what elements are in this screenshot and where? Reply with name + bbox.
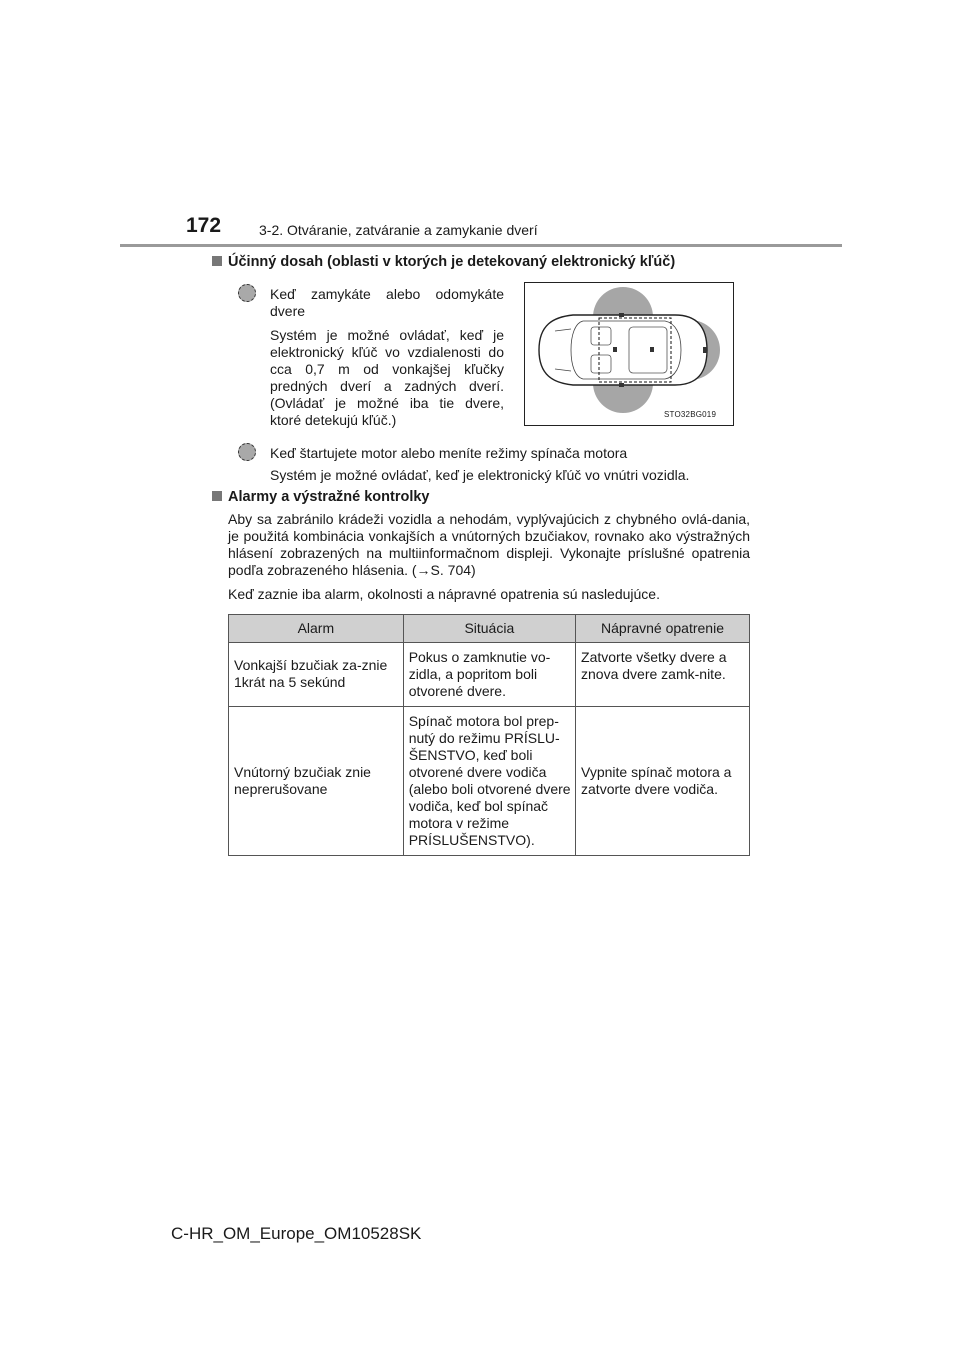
square-bullet-icon [212, 491, 222, 501]
antenna-icon [703, 347, 707, 353]
antenna-icon [650, 347, 654, 352]
alarms-intro: Keď zaznie iba alarm, okolnosti a nápravné opatrenia sú nasledujúce. [228, 586, 660, 602]
table-cell: Pokus o zamknutie vo-zidla, a popritom boli otvorené dvere. [403, 643, 575, 707]
table-row [229, 643, 750, 707]
alarms-description: Aby sa zabránilo krádeži vozidla a nehodám, vyplývajúcich z chybného ovlá-dania, je použitá kombinácia vonkajších a vnútorných bzučiakov, rovnako ako výstražných hlásení zobrazených na multiinformačnom displeji. Vykonajte príslušné opatrenia podľa zobrazeného hlásenia. (→S. 704) [228, 511, 750, 578]
car-body [539, 315, 707, 385]
heading-effective-range [212, 254, 675, 270]
car-top-view-diagram [525, 283, 733, 425]
section-title: 3-2. Otváranie, zatváranie a zamykanie dverí [259, 222, 538, 238]
heading-text: Alarmy a výstražné kontrolky [228, 489, 430, 505]
antenna-icon [619, 383, 624, 387]
table-cell: Vonkajší bzučiak za-znie 1krát na 5 sekúnd [229, 643, 404, 707]
column-header-action: Nápravné opatrenie [576, 615, 750, 643]
header-divider [120, 244, 842, 247]
table-header-row [229, 615, 750, 643]
dotted-circle-bullet-icon [238, 284, 256, 302]
heading-text: Účinný dosah (oblasti v ktorých je detekovaný elektronický kľúč) [228, 254, 676, 270]
footer-doc-id: C-HR_OM_Europe_OM10528SK [171, 1224, 422, 1243]
subsection-title-starting: Keď štartujete motor alebo meníte režimy spínača motora [270, 445, 628, 461]
antenna-icon [619, 313, 624, 317]
table-cell: Vypnite spínač motora a zatvorte dvere vodiča. [576, 707, 750, 856]
subsection-body-locking: Systém je možné ovládať, keď je elektronický kľúč vo vzdialenosti do cca 0,7 m od vonkajšej kľučky predných dverí a zadných dverí. (Ovládať je možné iba tie dvere, ktoré detekujú kľúč.) [270, 327, 504, 428]
table-cell: Spínač motora bol prep-nutý do režimu PRÍSLU-ŠENSTVO, keď boli otvorené dvere vodiča (alebo boli otvorené dvere vodiča, keď bol spínač motora v režime PRÍSLUŠENSTVO). [403, 707, 575, 856]
square-bullet-icon [212, 256, 222, 266]
page-number: 172 [186, 214, 222, 237]
table-row [229, 707, 750, 856]
dotted-circle-bullet-icon [238, 443, 256, 461]
figure-code: STO32BG019 [664, 410, 717, 419]
table-cell: Vnútorný bzučiak znie neprerušovane [229, 707, 404, 856]
column-header-situation: Situácia [403, 615, 575, 643]
subsection-body-starting: Systém je možné ovládať, keď je elektronický kľúč vo vnútri vozidla. [270, 467, 690, 483]
alarm-table [228, 614, 750, 856]
detection-range-figure [524, 282, 734, 426]
antenna-icon [613, 347, 617, 352]
heading-alarms [212, 489, 429, 505]
subsection-title-locking: Keď zamykáte alebo odomykáte dvere [270, 286, 504, 319]
column-header-alarm: Alarm [229, 615, 404, 643]
table-cell: Zatvorte všetky dvere a znova dvere zamk-nite. [576, 643, 750, 707]
